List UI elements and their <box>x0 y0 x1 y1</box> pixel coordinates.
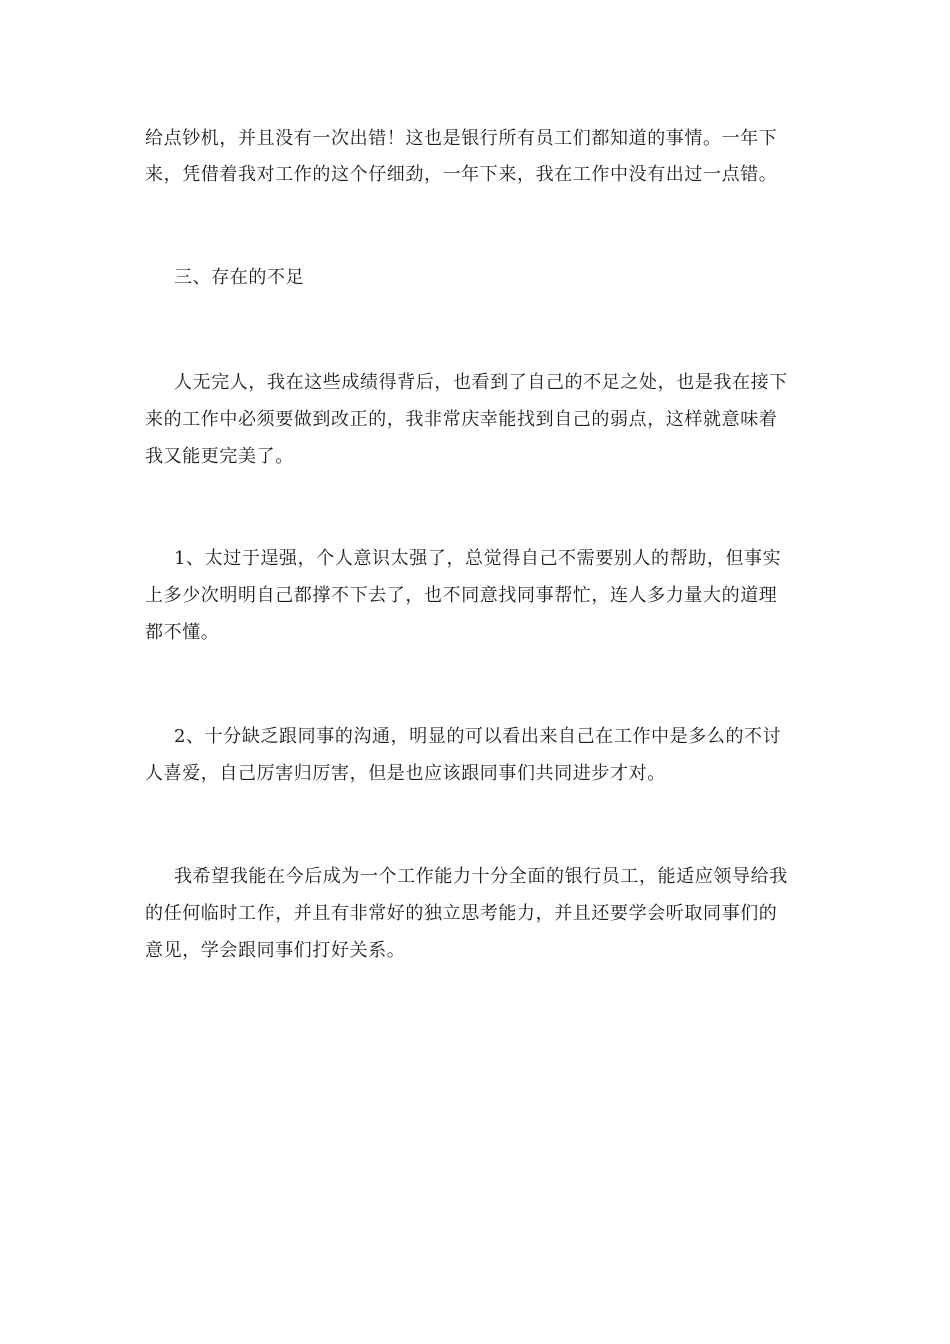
paragraph-5-line-2: 的任何临时工作，并且有非常好的独立思考能力，并且还要学会听取同事们的 <box>145 903 778 924</box>
paragraph-3-line-3: 都不懂。 <box>145 622 220 643</box>
paragraph-5-line-3: 意见，学会跟同事们打好关系。 <box>145 940 406 961</box>
paragraph-4-line-2: 人喜爱，自己厉害归厉害，但是也应该跟同事们共同进步才对。 <box>145 763 666 784</box>
paragraph-5-line-1: 我希望我能在今后成为一个工作能力十分全面的银行员工，能适应领导给我 <box>174 866 788 887</box>
paragraph-3-line-2: 上多少次明明自己都撑不下去了，也不同意找同事帮忙，连人多力量大的道理 <box>145 585 778 606</box>
paragraph-2-line-1: 人无完人，我在这些成绩得背后，也看到了自己的不足之处，也是我在接下 <box>174 372 788 393</box>
paragraph-2-line-2: 来的工作中必须要做到改正的，我非常庆幸能找到自己的弱点，这样就意味着 <box>145 409 778 430</box>
section-heading: 三、存在的不足 <box>174 267 305 288</box>
paragraph-1-line-1: 给点钞机，并且没有一次出错！这也是银行所有员工们都知道的事情。一年下 <box>145 128 778 149</box>
paragraph-4-line-1: 2、十分缺乏跟同事的沟通，明显的可以看出来自己在工作中是多么的不讨 <box>174 726 782 747</box>
paragraph-3-line-1: 1、太过于逞强，个人意识太强了，总觉得自己不需要别人的帮助，但事实 <box>174 548 782 569</box>
paragraph-2-line-3: 我又能更完美了。 <box>145 446 294 467</box>
paragraph-1-line-2: 来，凭借着我对工作的这个仔细劲，一年下来，我在工作中没有出过一点错。 <box>145 164 778 185</box>
